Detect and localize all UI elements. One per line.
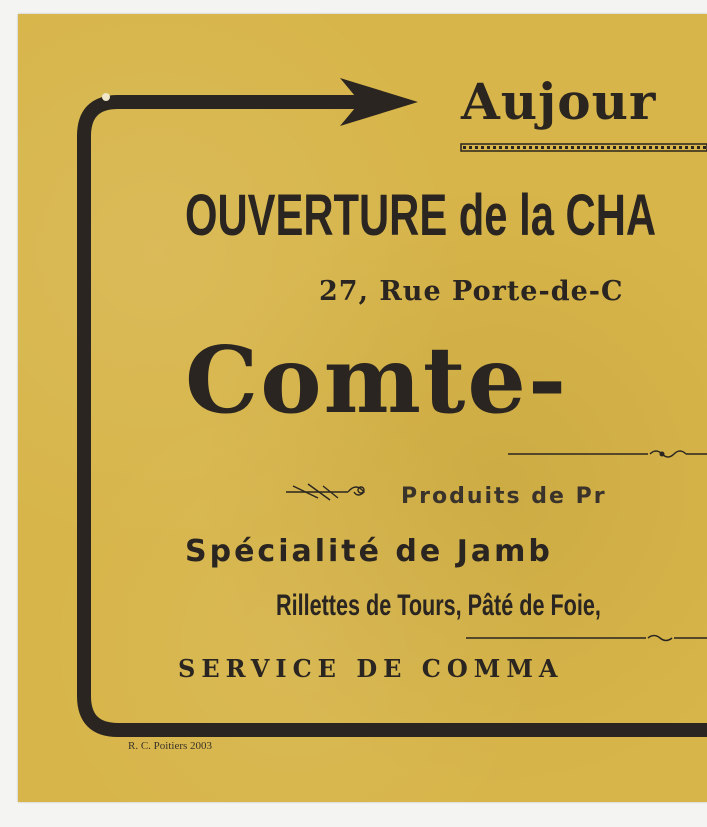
specialty-line: Spécialité de Jamb [185, 534, 553, 569]
rillettes-rule [466, 636, 707, 641]
flourish-ornament-icon [286, 484, 364, 500]
opening-line: OUVERTURE de la CHA [185, 183, 657, 248]
floral-ornament-icon [508, 451, 707, 457]
address-line: 27, Rue Porte-de-C [319, 276, 624, 307]
service-line: SERVICE DE COMMA [178, 654, 564, 683]
headline-dotted-rule [461, 144, 707, 151]
business-name: Comte- [185, 326, 569, 434]
products-line: Produits de Pr [401, 484, 607, 509]
items-line: Rillettes de Tours, Pâté de Foie, [276, 589, 601, 622]
poster-sheet [18, 14, 707, 802]
pin-hole [102, 93, 110, 101]
printer-credit: R. C. Poitiers 2003 [128, 740, 213, 752]
headline: Aujour [461, 72, 657, 131]
